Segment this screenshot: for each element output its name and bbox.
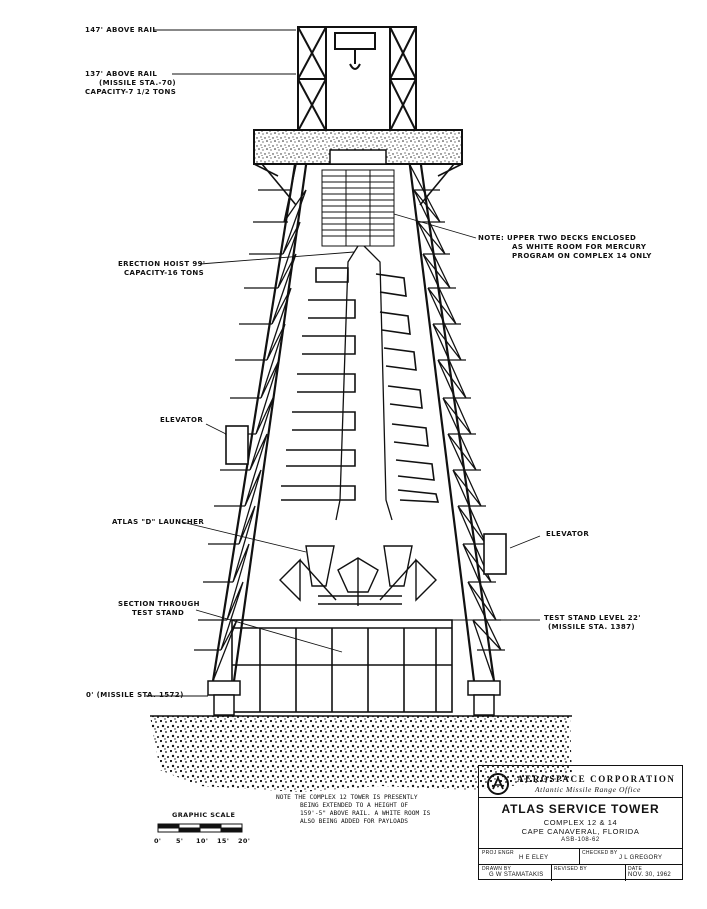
leg-footings — [208, 681, 500, 715]
drawing-number: ASB-108-62 — [561, 837, 600, 843]
bottom-note: NOTE THE COMPLEX 12 TOWER IS PRESENTLY BEING EXTENDED TO A HEIGHT OF 159'-5" ABOVE RAIL. A WHITE ROOM IS ALSO BEING ADDED FOR PAYLOADS — [276, 794, 431, 825]
supervisor-label: PROJ ENGR — [482, 850, 514, 856]
scale-tick-5: 5' — [176, 837, 184, 845]
elevator-cars — [226, 426, 506, 574]
left-lattice — [194, 165, 306, 681]
scale-tick-15: 15' — [217, 837, 230, 845]
test-stand — [232, 620, 452, 712]
scale-tick-20: 20' — [238, 837, 251, 845]
inner-shaft — [336, 246, 392, 520]
label-137-above-rail: 137' ABOVE RAIL (MISSILE STA.-70) CAPACITY-7 1/2 TONS — [85, 70, 177, 96]
label-147-above-rail: 147' ABOVE RAIL — [85, 26, 158, 34]
label-zero-level: 0' (MISSILE STA. 1572) — [86, 691, 184, 699]
top-cab — [298, 27, 416, 131]
supervisor-value: H E ELEY — [519, 855, 549, 861]
platform-deck — [254, 130, 462, 164]
label-erection-hoist: ERECTION HOIST 99' CAPACITY-16 TONS — [118, 260, 206, 277]
revised-label: REVISED BY — [554, 866, 588, 872]
white-room — [322, 170, 394, 246]
graphic-scale-bar — [158, 824, 242, 832]
label-elevator-right: ELEVATOR — [546, 530, 590, 538]
label-atlas-launcher: ATLAS "D" LAUNCHER — [112, 518, 205, 526]
launcher-assembly — [280, 546, 436, 606]
drawn-label: DRAWN BY — [482, 866, 512, 872]
title-block — [478, 765, 683, 880]
date-value: NOV. 30, 1962 — [628, 872, 672, 878]
office-name: Atlantic Missile Range Office — [535, 785, 641, 794]
graphic-scale-title: GRAPHIC SCALE — [172, 811, 236, 819]
label-upper-decks-note: NOTE: UPPER TWO DECKS ENCLOSED AS WHITE ROOM FOR MERCURY PROGRAM ON COMPLEX 14 ONLY — [478, 234, 652, 260]
organization-name: AEROSPACE CORPORATION — [517, 774, 676, 784]
label-section-test-stand: SECTION THROUGH TEST STAND — [118, 600, 200, 617]
checked-label: CHECKED BY — [582, 850, 618, 856]
checked-value: J L GREGORY — [619, 855, 663, 861]
scale-tick-0: 0' — [154, 837, 162, 845]
drawing-subtitle-location: CAPE CANAVERAL, FLORIDA — [521, 827, 640, 836]
aerospace-logo-icon — [487, 773, 509, 795]
drawn-value: G W STAMATAKIS — [489, 872, 544, 878]
drawing-title: ATLAS SERVICE TOWER — [501, 802, 660, 816]
label-elevator-left: ELEVATOR — [160, 416, 204, 424]
date-label: DATE — [628, 866, 643, 872]
scale-tick-10: 10' — [196, 837, 209, 845]
label-test-stand-level: TEST STAND LEVEL 22' (MISSILE STA. 1387) — [544, 614, 641, 631]
drawing-subtitle-complex: COMPLEX 12 & 14 — [543, 818, 618, 827]
